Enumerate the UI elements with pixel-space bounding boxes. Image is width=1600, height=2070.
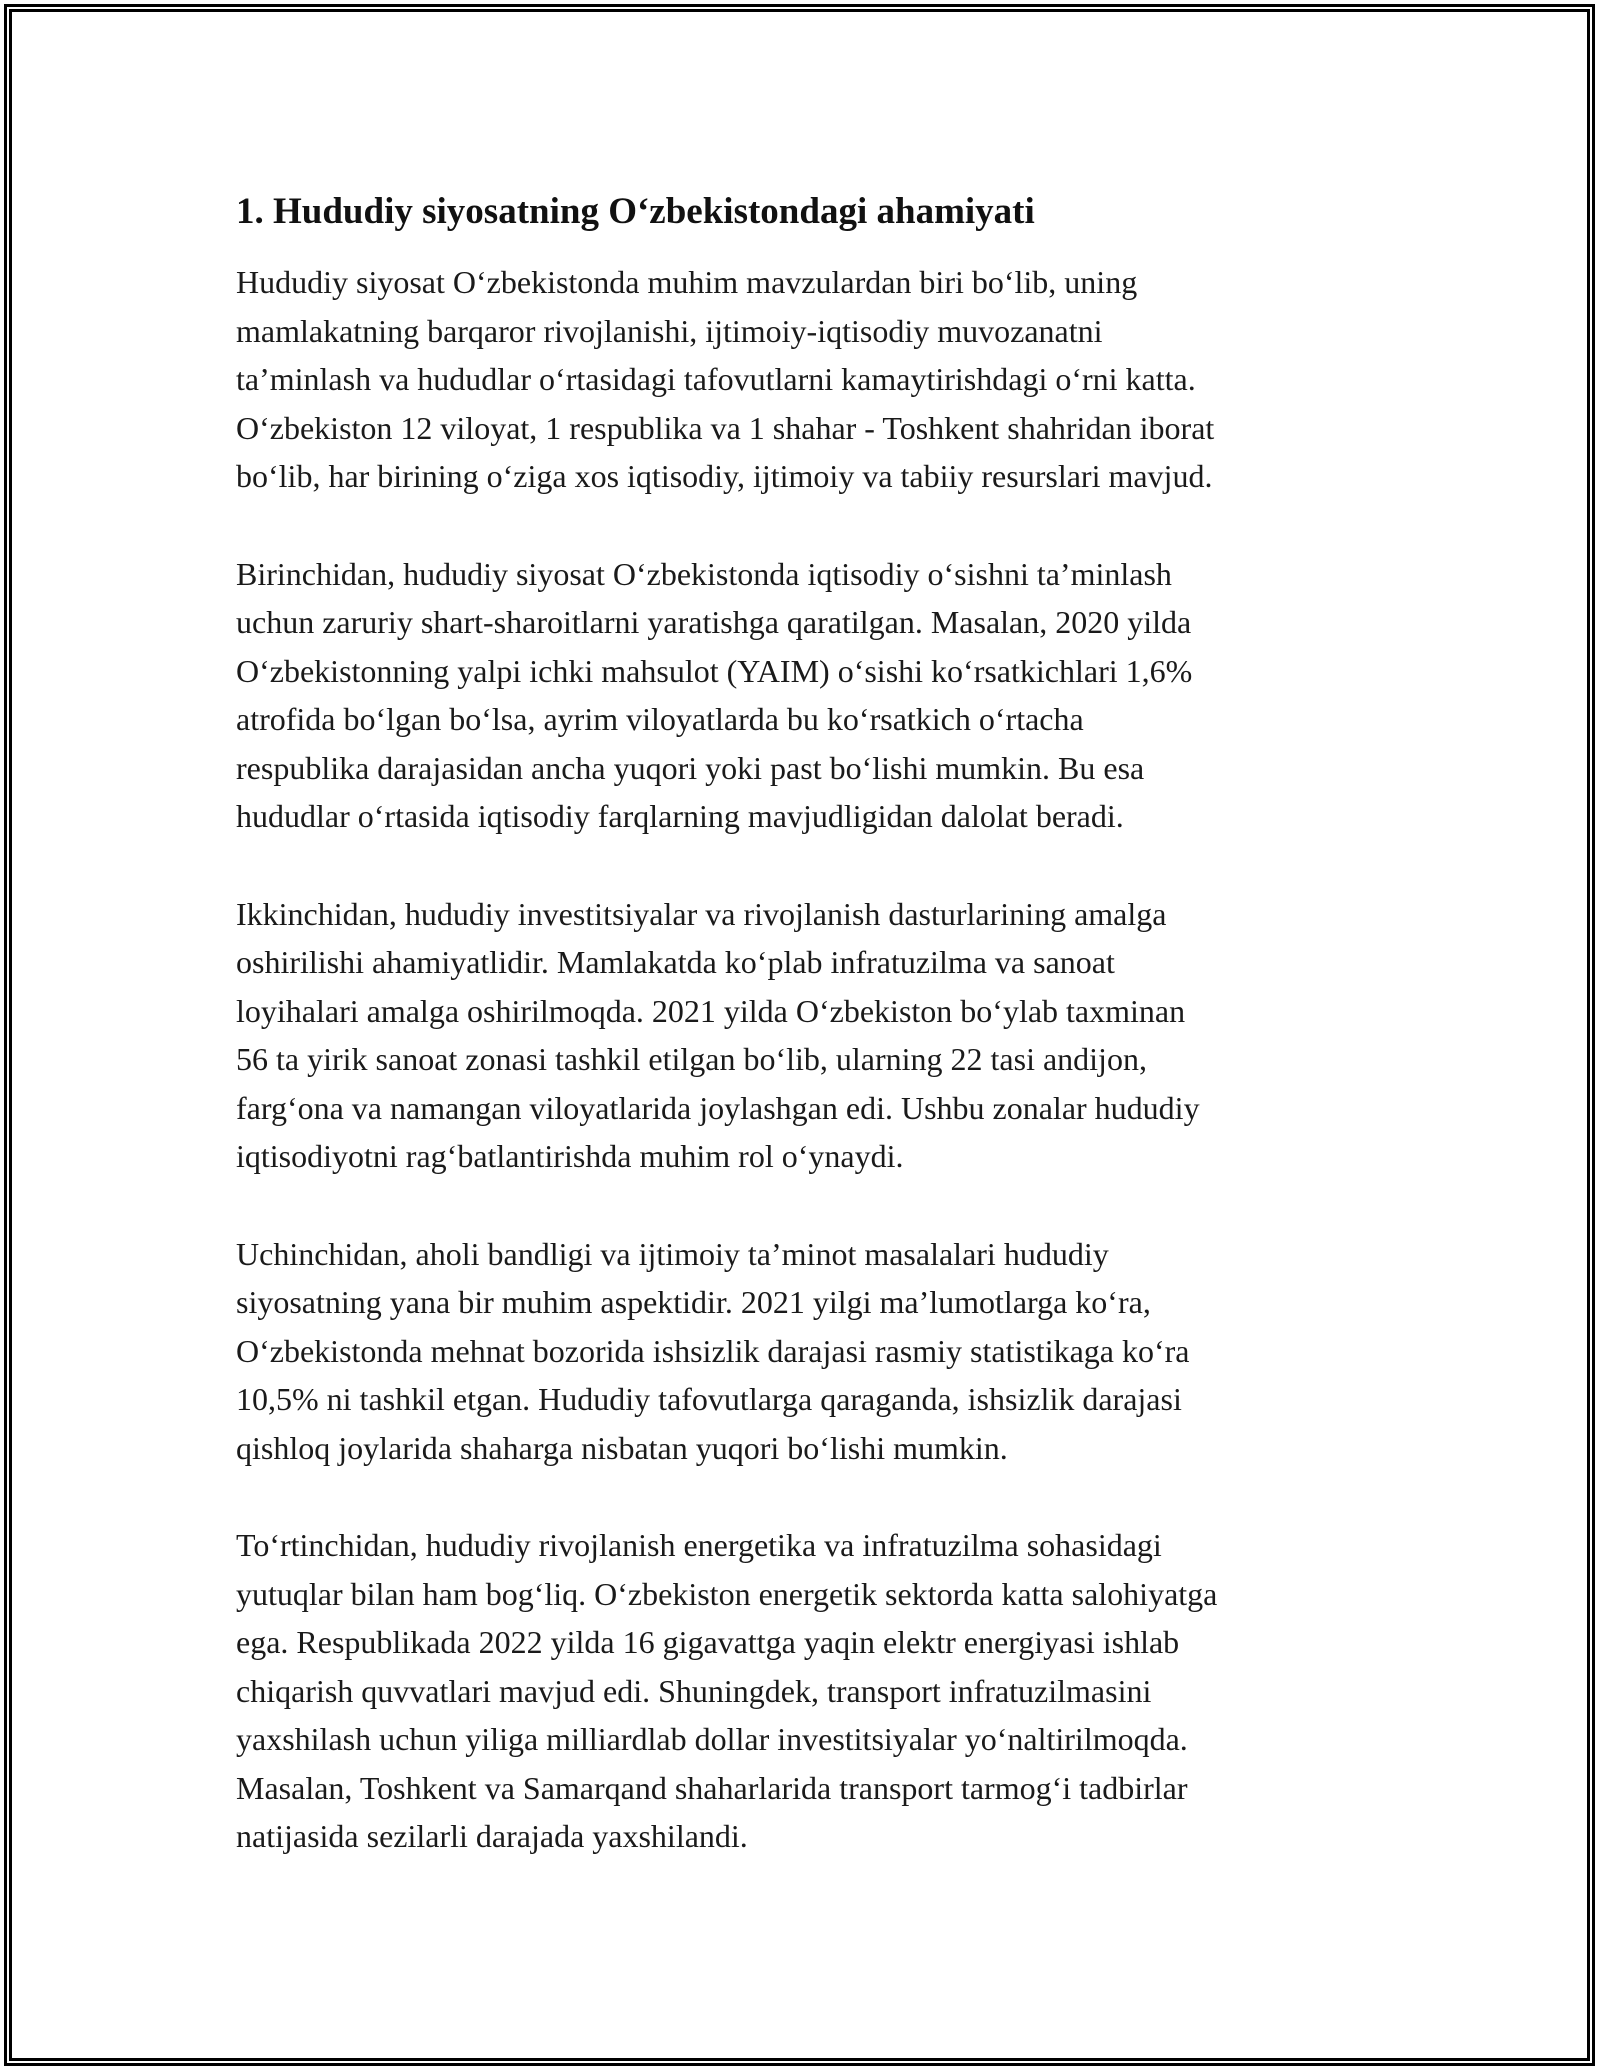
text-line: Masalan, Toshkent va Samarqand shaharlarida transport tarmog‘i tadbirlar xyxy=(236,1769,1188,1806)
text-line: ega. Respublikada 2022 yilda 16 gigavattga yaqin elektr energiyasi ishlab xyxy=(236,1624,1180,1660)
text-line: Ikkinchidan, hududiy investitsiyalar va rivojlanish dasturlarining amalga xyxy=(236,895,1167,932)
text-line: siyosatning yana bir muhim aspektidir. 2021 yilgi ma’lumotlarga ko‘ra, xyxy=(236,1284,1151,1320)
text-line: Hududiy siyosat O‘zbekistonda muhim mavzulardan biri bo‘lib, uning xyxy=(236,264,1138,300)
text-line: iqtisodiyotni rag‘batlantirishda muhim rol o‘ynaydi. xyxy=(236,1138,904,1174)
text-line: O‘zbekistonning yalpi ichki mahsulot (YAIM) o‘sishi ko‘rsatkichlari 1,6% xyxy=(236,652,1193,689)
paragraph-first xyxy=(236,550,1386,841)
text-line: yutuqlar bilan ham bog‘liq. O‘zbekiston energetik sektorda katta salohiyatga xyxy=(236,1575,1218,1612)
text-line: atrofida bo‘lgan bo‘lsa, ayrim viloyatlarda bu ko‘rsatkich o‘rtacha xyxy=(236,701,1084,737)
text-line: 10,5% ni tashkil etgan. Hududiy tafovutlarga qaraganda, ishsizlik darajasi xyxy=(236,1381,1182,1417)
text-line: O‘zbekiston 12 viloyat, 1 respublika va 1 shahar - Toshkent shahridan iborat xyxy=(236,409,1215,446)
text-line: ta’minlash va hududlar o‘rtasidagi tafovutlarni kamaytirishdagi o‘rni katta. xyxy=(236,361,1196,397)
section-heading: 1. Hududiy siyosatning O‘zbekistondagi ahamiyati xyxy=(236,191,1035,232)
text-line: qishloq joylarida shaharga nisbatan yuqori bo‘lishi mumkin. xyxy=(236,1429,1008,1466)
paragraph-second xyxy=(236,890,1386,1181)
text-line: mamlakatning barqaror rivojlanishi, ijtimoiy-iqtisodiy muvozanatni xyxy=(236,312,1103,349)
text-line: 56 ta yirik sanoat zonasi tashkil etilgan bo‘lib, ularning 22 tasi andijon, xyxy=(236,1041,1147,1077)
text-line: natijasida sezilarli darajada yaxshilandi. xyxy=(236,1818,748,1854)
text-line: bo‘lib, har birining o‘ziga xos iqtisodiy, ijtimoiy va tabiiy resurslari mavjud. xyxy=(236,458,1213,494)
text-line: loyihalari amalga oshirilmoqda. 2021 yilda O‘zbekiston bo‘ylab taxminan xyxy=(236,992,1186,1029)
document-page xyxy=(236,188,1386,1910)
paragraph-fourth xyxy=(236,1521,1386,1861)
text-line: oshirilishi ahamiyatlidir. Mamlakatda ko‘plab infratuzilma va sanoat xyxy=(236,944,1115,980)
text-line: To‘rtinchidan, hududiy rivojlanish energetika va infratuzilma sohasidagi xyxy=(236,1527,1162,1563)
text-line: yaxshilash uchun yiliga milliardlab dollar investitsiyalar yo‘naltirilmoqda. xyxy=(236,1721,1188,1757)
text-line: hududlar o‘rtasida iqtisodiy farqlarning mavjudligidan dalolat beradi. xyxy=(236,798,1124,834)
text-line: Uchinchidan, aholi bandligi va ijtimoiy ta’minot masalalari hududiy xyxy=(236,1235,1109,1272)
text-line: farg‘ona va namangan viloyatlarida joylashgan edi. Ushbu zonalar hududiy xyxy=(236,1089,1200,1126)
text-line: Birinchidan, hududiy siyosat O‘zbekistonda iqtisodiy o‘sishni ta’minlash xyxy=(236,555,1172,592)
paragraph-intro xyxy=(236,258,1386,501)
paragraph-third xyxy=(236,1230,1386,1473)
text-line: O‘zbekistonda mehnat bozorida ishsizlik darajasi rasmiy statistikaga ko‘ra xyxy=(236,1332,1190,1369)
text-line: chiqarish quvvatlari mavjud edi. Shuningdek, transport infratuzilmasini xyxy=(236,1672,1152,1709)
text-line: respublika darajasidan ancha yuqori yoki past bo‘lishi mumkin. Bu esa xyxy=(236,749,1145,786)
text-line: uchun zaruriy shart-sharoitlarni yaratishga qaratilgan. Masalan, 2020 yilda xyxy=(236,604,1192,640)
